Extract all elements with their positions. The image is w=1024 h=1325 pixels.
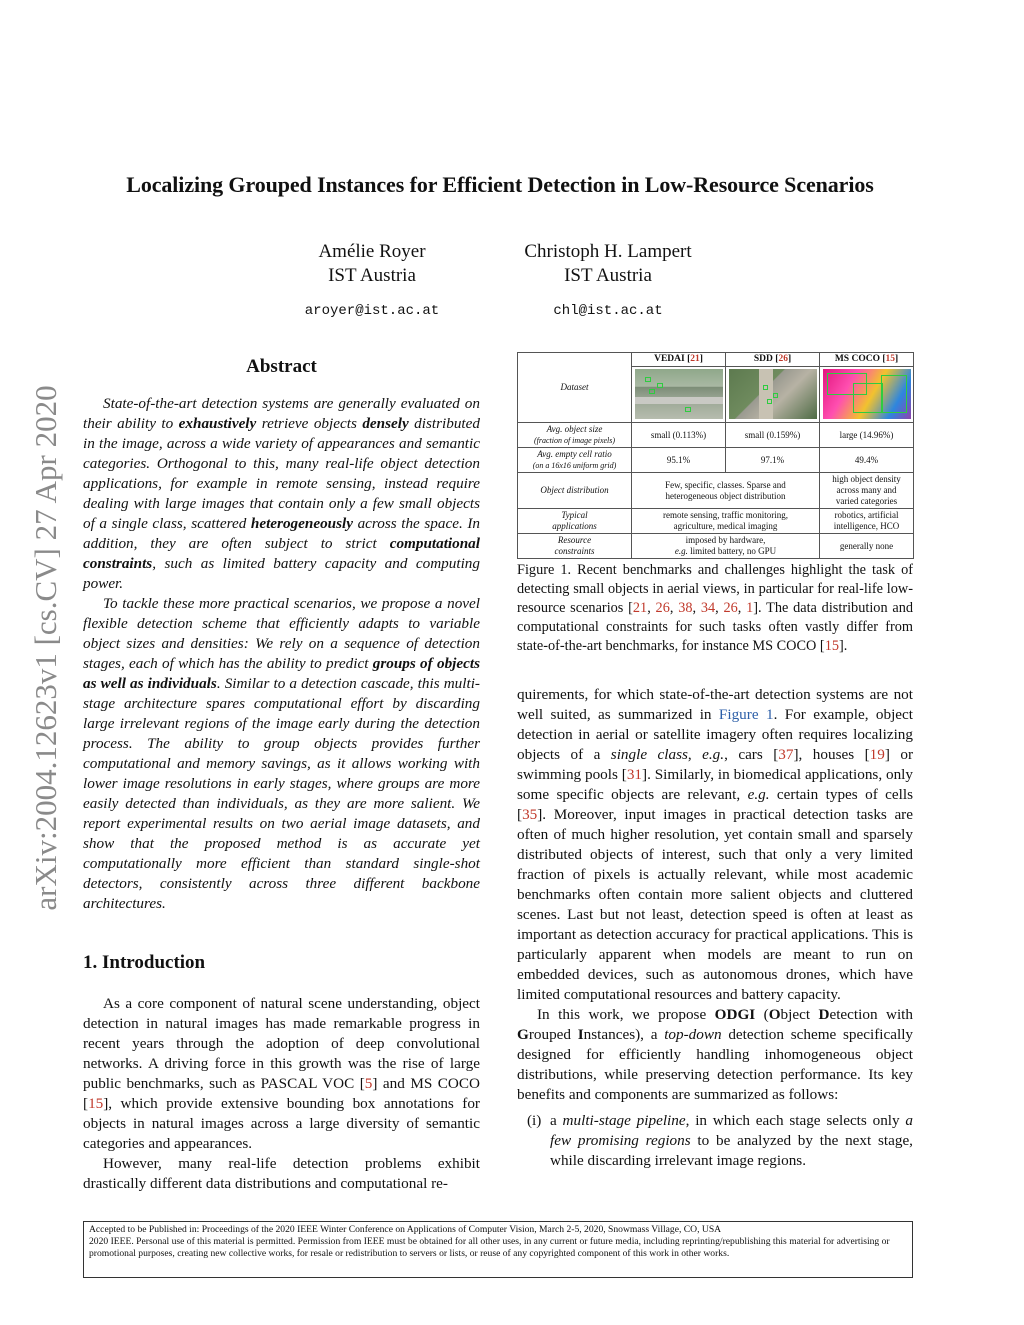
citation-link[interactable]: 38 [678, 600, 693, 616]
table-cell: Few, specific, classes. Sparse and heterogeneous object distribution [632, 473, 820, 509]
intro-paragraph-1: As a core component of natural scene understanding, object detection in natural images has made remarkable progress in recent years through the adoption of deep convolutional networks. A driving force in this growth was the rise of large public benchmarks, such as PASCAL VOC [5] and MS COCO [15], which provide extensive bounding box annotations for objects in natural images across a large diversity of semantic categories and appearances. [83, 995, 480, 1152]
contribution-list-item [517, 1111, 913, 1171]
citation-link[interactable]: 26 [778, 354, 788, 364]
citation-link[interactable]: 26 [655, 600, 670, 616]
dataset-header-coco: MS COCO [15] [820, 353, 914, 367]
table-cell: generally none [820, 534, 914, 559]
table-cell: robotics, artificial intelligence, HCO [820, 509, 914, 534]
introduction-heading: 1. Introduction [83, 952, 206, 973]
intro-paragraph-3: quirements, for which state-of-the-art detection systems are not well suited, as summarized in Figure 1. For example, object detection in aerial or satellite imagery often requires localizing objects of a single class, e.g., cars [37], houses [19] or swimming pools [31]. Similarly, in biomedical applications, only some specific objects are relevant, e.g. certain types of cells [35]. Moreover, input images in practical detection tasks are often of much higher resolution, yet contain small and sparsely distributed objects of interest, such that only a very limited fraction of pixels is actually relevant, while most academic benchmarks often contain more salient objects and cluttered scenes. Last but not least, detection speed is often at least as important as detection accuracy for practical applications. This is particularly apparent when models are meant to run on embedded devices, such as autonomous drones, which have limited computational resources and battery capacity. [517, 686, 914, 1003]
citation-link[interactable]: 37 [778, 746, 794, 763]
author-email[interactable]: aroyer@ist.ac.at [304, 303, 440, 319]
table-cell: large (14.96%) [820, 423, 914, 448]
table-cell: small (0.159%) [726, 423, 820, 448]
citation-link[interactable]: 15 [824, 638, 839, 654]
author-affiliation: IST Austria [328, 265, 416, 286]
paper-title: Localizing Grouped Instances for Efficient Detection in Low-Resource Scenarios [126, 172, 874, 197]
citation-link[interactable]: 26 [723, 600, 738, 616]
left-column [83, 352, 480, 1194]
author-name: Amélie Royer [318, 241, 426, 262]
table-cell: remote sensing, traffic monitoring, agriculture, medical imaging [632, 509, 820, 534]
intro-paragraph-2: However, many real-life detection problems exhibit drastically different data distributions and computational re- [83, 1155, 480, 1192]
dataset-header-vedai: VEDAI [21] [632, 353, 726, 367]
table-cell: high object density across many and varied categories [820, 473, 914, 509]
copyright-text: 2020 IEEE. Personal use of this material is permitted. Permission from IEEE must be obtained for all other uses, in any current or future media, including reprinting/republishing this material for advertising or promotional purposes, creating new collective works, for resale or redistribution to servers or lists, or reuse of any copyrighted component of this work in other works. [89, 1236, 890, 1259]
citation-link[interactable]: 15 [885, 354, 895, 364]
table-cell: 49.4% [820, 448, 914, 473]
list-marker: (i) [527, 1112, 542, 1129]
sdd-thumbnail-cell [726, 367, 820, 423]
author-name: Christoph H. Lampert [524, 241, 692, 262]
author-affiliation: IST Austria [564, 265, 652, 286]
figure-reference-link[interactable]: Figure 1 [718, 706, 774, 723]
citation-link[interactable]: 21 [632, 600, 648, 616]
citation-link[interactable]: 15 [88, 1095, 104, 1112]
table-cell: 97.1% [726, 448, 820, 473]
vedai-aerial-image [635, 369, 723, 419]
row-label-object-size: Avg. object size (fraction of image pixels) [518, 423, 632, 448]
copyright-notice-box [83, 1221, 913, 1278]
abstract-heading: Abstract [246, 356, 317, 377]
dataset-header-sdd: SDD [26] [726, 353, 820, 367]
right-column [517, 352, 913, 1171]
arxiv-identifier-text: arXiv:2004.12623v1 [cs.CV] 27 Apr 2020 [28, 385, 63, 911]
coco-natural-image [823, 369, 911, 419]
sdd-aerial-image [729, 369, 817, 419]
dataset-row-label: Dataset [518, 353, 632, 423]
abstract-paragraph-2: To tackle these more practical scenarios, we propose a novel flexible detection scheme that efficiently adapts to variable object sizes and densities: We rely on a sequence of detection stages, each of which has the ability to predict groups of objects as well as individuals. Similar to a detection cascade, this multi-stage architecture spares computational effort by discarding large irrelevant regions of the image early during the detection process. The ability to group objects provides further computational and memory savings, as it allows working with lower image resolutions in early stages, where groups are more easily detected than individuals, as they are more salient. We report experimental results on two aerial image datasets, and show that the proposed method is as accurate yet computationally more efficient than standard single-shot detectors, consistently across three different backbone architectures. [83, 595, 481, 912]
citation-link[interactable]: 5 [364, 1075, 373, 1092]
row-label-object-distribution: Object distribution [518, 473, 632, 509]
intro-paragraph-4: In this work, we propose ODGI (Object Detection with Grouped Instances), a top-down detection scheme specifically designed for efficiently handling inhomogeneous object distributions, while preserving detection performance. Its key benefits and components are summarized as follows: [517, 1006, 914, 1103]
row-label-resource-constraints: Resource constraints [518, 534, 632, 559]
row-label-applications: Typical applications [518, 509, 632, 534]
abstract-paragraph-1: State-of-the-art detection systems are generally evaluated on their ability to exhaustively retrieve objects densely distributed in the image, across a wide variety of appearances and semantic categories. Orthogonal to this, many real-life object detection applications, for example in remote sensing, instead require dealing with large images that contain only a few small objects of a single class, scattered heterogeneously across the space. In addition, they are often subject to strict computational constraints, such as limited battery capacity and computing power. [83, 395, 480, 592]
figure-1-table [517, 352, 914, 559]
table-cell: imposed by hardware, e.g. limited battery, no GPU [632, 534, 820, 559]
publication-notice: Accepted to be Published in: Proceedings of the 2020 IEEE Winter Conference on Applications of Computer Vision, March 2-5, 2020, Snowmass Village, CO, USA [89, 1224, 722, 1235]
author-block-2 [478, 240, 738, 323]
coco-thumbnail-cell [820, 367, 914, 423]
citation-link[interactable]: 19 [869, 746, 885, 763]
citation-link[interactable]: 21 [690, 354, 700, 364]
citation-link[interactable]: 31 [626, 766, 643, 783]
vedai-thumbnail-cell [632, 367, 726, 423]
table-cell: small (0.113%) [632, 423, 726, 448]
figure-1-caption: Figure 1. Recent benchmarks and challenges highlight the task of detecting small objects in aerial views, in particular for real-life low-resource scenarios [21, 26, 38, 34, 26, 1]. The data distribution and computational constraints for such tasks often vastly differ from state-of-the-art benchmarks, for instance MS COCO [15]. [517, 562, 913, 654]
author-block-1 [242, 240, 502, 323]
row-label-empty-cell-ratio: Avg. empty cell ratio (on a 16x16 uniform grid) [518, 448, 632, 473]
citation-link[interactable]: 1 [746, 600, 754, 616]
arxiv-identifier-stamp [28, 352, 64, 944]
table-cell: 95.1% [632, 448, 726, 473]
author-email[interactable]: chl@ist.ac.at [553, 303, 663, 319]
citation-link[interactable]: 34 [700, 600, 716, 616]
list-item-text: a multi-stage pipeline, in which each stage selects only a few promising regions to be analyzed by the next stage, while discarding irrelevant image regions. [550, 1112, 914, 1169]
citation-link[interactable]: 35 [522, 806, 538, 823]
